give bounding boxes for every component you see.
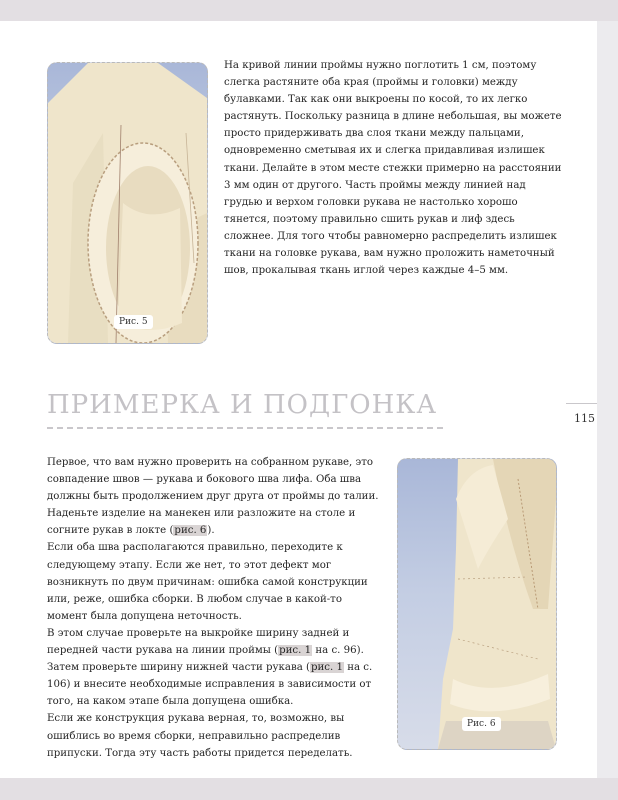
bottom-margin-band <box>0 778 618 800</box>
figure-5-caption: Рис. 5 <box>114 315 153 329</box>
intro-paragraph: На кривой линии проймы нужно поглотить 1 см, поэтому слегка растяните оба края (проймы и головки) между булавками. Так как они выкроены по косой, то их легко растянуть. Поскольку разница в длине небольшая, вы можете просто придерживать два слоя ткани между пальцами, одновременно сметывая их и слегка придавливая излишек ткани. Делайте в этом месте стежки примерно на расстоянии 3 мм один от другого. Часть проймы между линией над грудью и верхом головки рукава не настолько хорошо тянется, поэтому правильно сшить рукав и лиф здесь сложнее. Для того чтобы равномерно распределить излишек ткани на головке рукава, вам нужно проложить наметочный шов, прокалывая ткань иглой через каждые 4–5 мм. <box>224 60 562 277</box>
paragraph-3: В этом случае проверьте на выкройке ширину задней и передней части рукава на линии проймы (рис. 1 на с. 96). Затем проверьте ширину нижней части рукава (рис. 1 на с. 106) и внесите необходимые исправления в зависимости от того, на каком этапе была допущена ошибка. <box>47 627 373 708</box>
figure-ref-6[interactable]: рис. 6 <box>174 525 207 537</box>
page-number: 115 <box>574 412 595 425</box>
paragraph-1: Первое, что вам нужно проверить на собранном рукаве, это совпадение швов — рукава и бокового шва лифа. Оба шва должны быть продолжением друг друга от проймы до талии. Наденьте изделие на манекен или разложите на столе и согните рукав в локте (рис. 6). <box>47 457 379 537</box>
sleeve-armhole-illustration <box>48 63 207 343</box>
figure-5-photo <box>47 62 208 344</box>
fitting-text <box>47 454 381 762</box>
figure-6-photo <box>397 458 557 750</box>
paragraph-4: Если же конструкция рукава верная, то, возможно, вы ошиблись во время сборки, неправильно распределив припуски. Тогда эту часть работы придется переделать. <box>47 713 353 759</box>
top-margin-band <box>0 0 618 21</box>
figure-ref-1-p106[interactable]: рис. 1 <box>310 662 343 674</box>
dress-form-illustration <box>398 459 556 749</box>
title-underline-dashes <box>47 427 443 429</box>
section-title: ПРИМЕРКА И ПОДГОНКА <box>47 390 438 420</box>
paragraph-2: Если оба шва располагаются правильно, переходите к следующему этапу. Если же нет, то этот дефект мог возникнуть по двум причинам: ошибка самой конструкции или, реже, ошибка сборки. В любом случае в какой-то момент была допущена неточность. <box>47 542 368 622</box>
figure-ref-1-p96[interactable]: рис. 1 <box>279 645 312 657</box>
right-margin-band <box>597 21 618 778</box>
figure-6-caption: Рис. 6 <box>462 717 501 731</box>
page-number-rule <box>566 403 597 404</box>
